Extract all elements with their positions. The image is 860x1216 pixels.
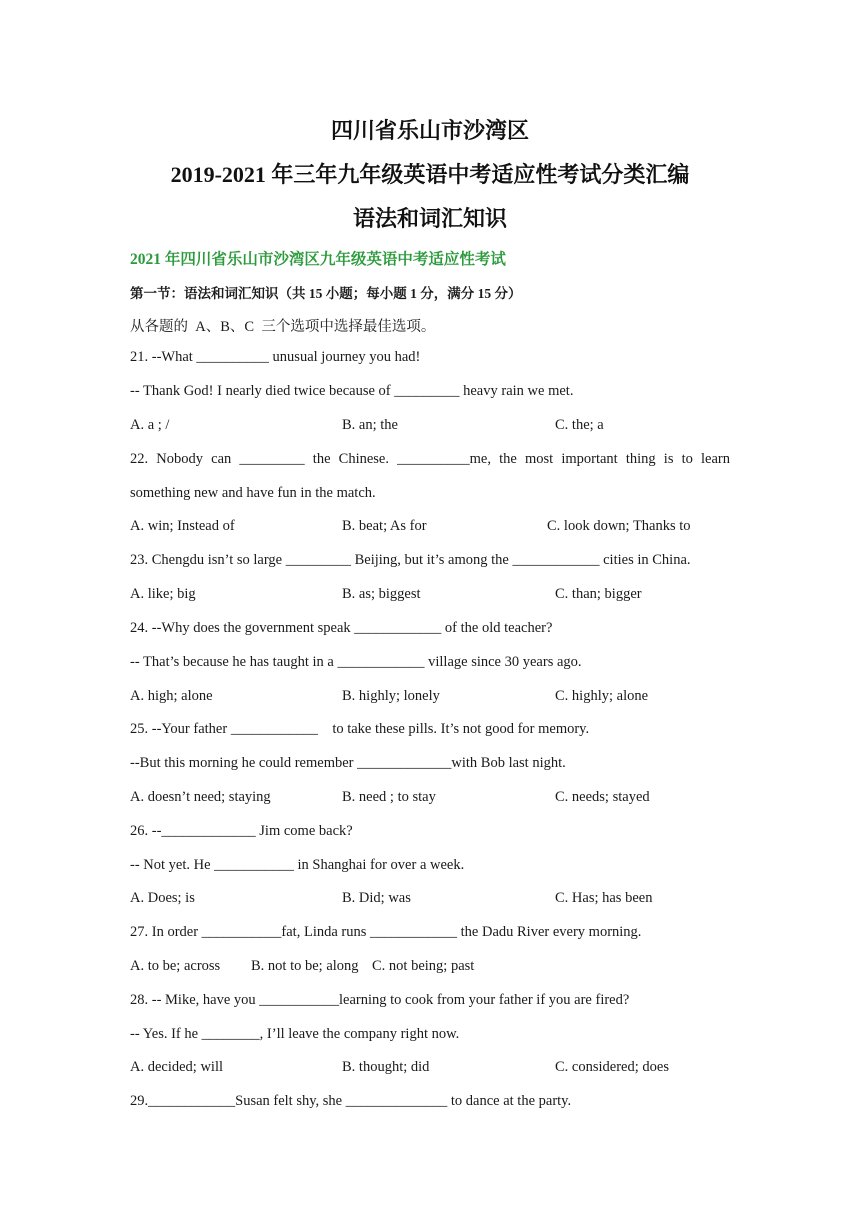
question-21-option-c: C. the; a [555,417,604,433]
question-24-stem: 24. --Why does the government speak ____________ of the old teacher? [130,620,553,636]
question-28-option-b: B. thought; did [342,1059,430,1075]
question-23-stem: 23. Chengdu isn’t so large _________ Beijing, but it’s among the ____________ cities in China. [130,552,691,568]
question-26-reply: -- Not yet. He ___________ in Shanghai for over a week. [130,857,465,873]
question-24-option-a: A. high; alone [130,688,213,704]
question-27-stem: 27. In order ___________fat, Linda runs ____________ the Dadu River every morning. [130,924,642,940]
question-23-option-a: A. like; big [130,586,196,602]
question-27-option-c: C. not being; past [372,958,475,974]
question-24-option-c: C. highly; alone [555,688,649,704]
question-22-option-a: A. win; Instead of [130,518,235,534]
question-28-reply: -- Yes. If he ________, I’ll leave the company right now. [130,1026,460,1042]
question-25-reply: --But this morning he could remember _____________with Bob last night. [130,755,566,771]
question-23-option-c: C. than; bigger [555,586,642,602]
question-22-stem: 22. Nobody can _________ the Chinese. __________me, the most important thing is to learn [130,451,730,467]
question-25-option-a: A. doesn’t need; staying [130,789,271,805]
question-21-stem: 21. --What __________ unusual journey you had! [130,349,421,365]
title-region: 四川省乐山市沙湾区 [330,118,529,143]
question-28-stem: 28. -- Mike, have you ___________learning to cook from your father if you are fired? [130,992,630,1008]
question-27-option-a: A. to be; across [130,958,221,974]
question-25-stem: 25. --Your father ____________ to take these pills. It’s not good for memory. [130,721,590,737]
question-25-option-b: B. need ; to stay [342,789,436,805]
question-28-option-c: C. considered; does [555,1059,669,1075]
question-21-option-a: A. a ; / [130,417,170,433]
question-26-stem: 26. --_____________ Jim come back? [130,823,353,839]
question-26-option-a: A. Does; is [130,890,195,906]
title-topic: 语法和词汇知识 [352,206,507,231]
question-22-option-c: C. look down; Thanks to [547,518,691,534]
part-heading: 第一节：语法和词汇知识（共 15 小题；每小题 1 分，满分 15 分） [130,286,522,301]
question-22-stem-cont: something new and have fun in the match. [130,485,376,501]
title-collection: 2019-2021 年三年九年级英语中考适应性考试分类汇编 [170,162,690,187]
question-24-option-b: B. highly; lonely [342,688,440,704]
question-23-option-b: B. as; biggest [342,586,421,602]
question-26-option-c: C. Has; has been [555,890,653,906]
question-28-option-a: A. decided; will [130,1059,224,1075]
question-25-option-c: C. needs; stayed [555,789,650,805]
question-26-option-b: B. Did; was [342,890,411,906]
question-21-reply: -- Thank God! I nearly died twice because of _________ heavy rain we met. [130,383,574,399]
exam-section-title: 2021 年四川省乐山市沙湾区九年级英语中考适应性考试 [130,251,506,268]
question-21-option-b: B. an; the [342,417,398,433]
question-29-stem: 29.____________Susan felt shy, she ______________ to dance at the party. [130,1093,572,1109]
instruction-text: 从各题的 A、B、C 三个选项中选择最佳选项。 [130,319,436,335]
question-22-option-b: B. beat; As for [342,518,427,534]
question-27-option-b: B. not to be; along [251,958,359,974]
question-24-reply: -- That’s because he has taught in a ____________ village since 30 years ago. [130,654,582,670]
